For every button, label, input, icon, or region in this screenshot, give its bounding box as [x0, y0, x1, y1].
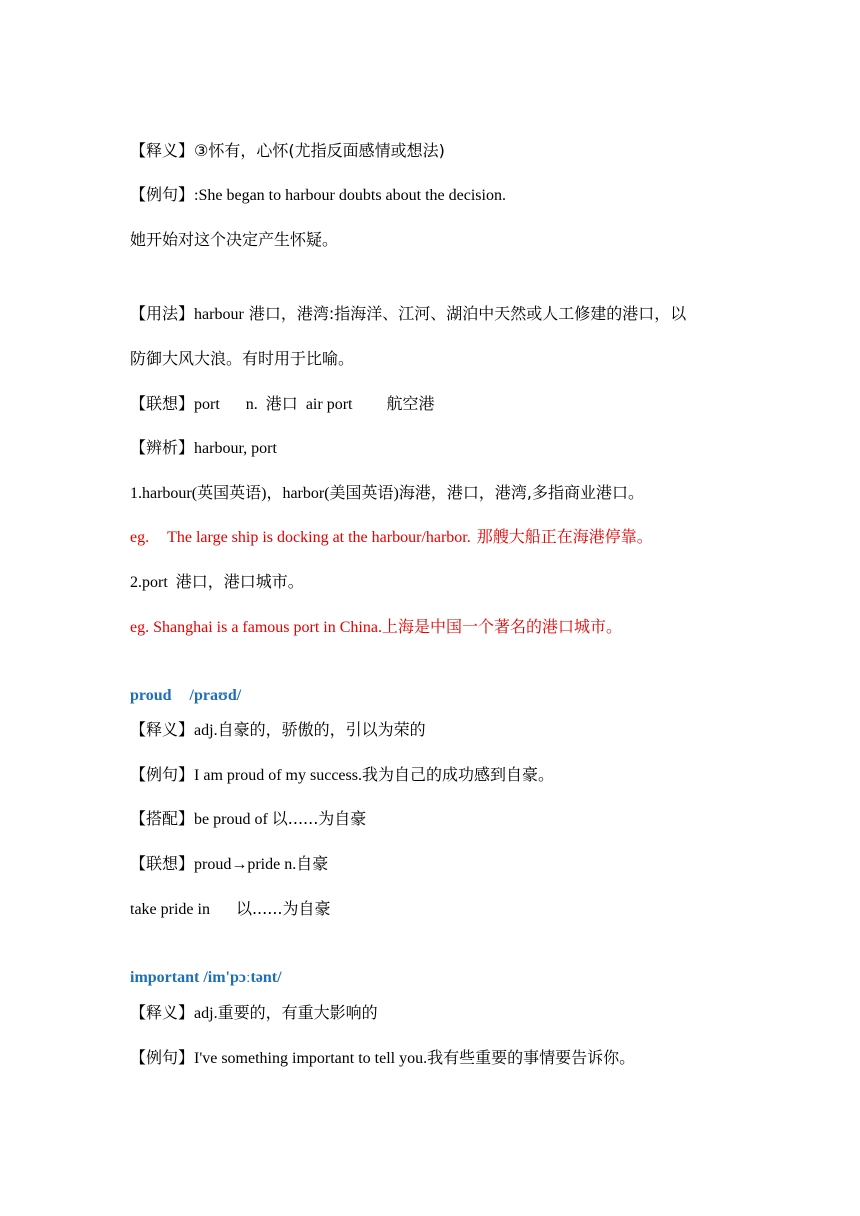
item2-word: 2.port — [130, 574, 168, 591]
definition-line — [130, 140, 760, 162]
example-text: I've something important to tell you. — [194, 1050, 428, 1067]
headword-proud — [130, 684, 760, 707]
important-example-line — [130, 1047, 760, 1070]
eg-marker: eg. — [130, 529, 150, 546]
example-line — [130, 184, 760, 207]
definition-text: 重要的，有重大影响的 — [217, 1003, 378, 1022]
pos: adj. — [194, 722, 218, 739]
association-meaning: 自豪 — [296, 854, 329, 873]
pos: adj. — [194, 1005, 218, 1022]
red-example-1 — [130, 526, 760, 549]
proud-example-line — [130, 764, 760, 787]
item2-meaning: 港口，港口城市。 — [175, 572, 304, 591]
definition-text: ③怀有，心怀(尤指反面感情或想法) — [194, 141, 445, 160]
association-meaning: 港口 — [265, 394, 298, 413]
association-words: proud→pride n. — [194, 856, 297, 873]
usage-text: 港口，港湾:指海洋、江河、湖泊中天然或人工修建的港口，以 — [243, 304, 687, 323]
label-usage: 【用法】 — [130, 304, 195, 323]
item1-part-3: ) — [393, 485, 399, 502]
label-example: 【例句】 — [130, 765, 195, 784]
item1-part-zh: 英国英语 — [197, 483, 262, 502]
phrase-meaning: 以......为自豪 — [235, 899, 331, 918]
headword-important: important /im'pɔːtənt/ — [130, 969, 282, 986]
example-text: I am proud of my success. — [194, 767, 362, 784]
label-collocation: 【搭配】 — [130, 809, 195, 828]
distinction-words: harbour, port — [194, 440, 277, 457]
label-definition: 【释义】 — [130, 141, 195, 160]
label-distinction: 【辨析】 — [130, 438, 195, 457]
label-definition: 【释义】 — [130, 1003, 195, 1022]
usage-word: harbour — [194, 306, 244, 323]
label-association: 【联想】 — [130, 394, 195, 413]
label-definition: 【释义】 — [130, 720, 195, 739]
example-text: :She began to harbour doubts about the decision. — [194, 187, 506, 204]
label-example: 【例句】 — [130, 185, 195, 204]
association-pos: n. — [245, 396, 258, 413]
collocation-phrase: be proud of — [194, 811, 272, 828]
red-example-2 — [130, 616, 760, 639]
association-meaning-2: 航空港 — [386, 394, 435, 413]
example-translation: 我为自己的成功感到自豪。 — [361, 765, 554, 784]
proud-phrase-line — [130, 898, 760, 921]
item1-part: 1.harbour( — [130, 485, 198, 502]
item1-meaning: 海港，港口，港湾,多指商业港口。 — [398, 483, 644, 502]
usage-line — [130, 303, 760, 326]
distinction-line — [130, 437, 760, 460]
association-word: port — [194, 396, 220, 413]
definition-text: 自豪的，骄傲的，引以为荣的 — [217, 720, 426, 739]
label-example: 【例句】 — [130, 1048, 195, 1067]
eg-translation: 那艘大船正在海港停靠。 — [476, 527, 653, 546]
distinction-item-1 — [130, 482, 760, 505]
example-translation: 我有些重要的事情要告诉你。 — [427, 1048, 636, 1067]
phrase: take pride in — [130, 901, 210, 918]
item1-part-zh-2: 美国英语 — [329, 483, 394, 502]
collocation-meaning: 以......为自豪 — [271, 809, 367, 828]
eg2-sentence: eg. Shanghai is a famous port in China. — [130, 619, 382, 636]
proud-collocation-line — [130, 808, 760, 831]
association-word-2: air port — [305, 396, 353, 413]
eg2-translation: 上海是中国一个著名的港口城市。 — [381, 617, 622, 636]
distinction-item-2 — [130, 571, 760, 594]
label-association: 【联想】 — [130, 854, 195, 873]
eg-sentence: The large ship is docking at the harbour/harbor. — [167, 529, 471, 546]
headword: proud — [130, 687, 172, 704]
phonetic: /praʊd/ — [189, 687, 242, 704]
item1-part-2: )，harbor( — [261, 485, 330, 502]
association-line — [130, 393, 760, 416]
proud-association-line — [130, 853, 760, 876]
translation-line: 她开始对这个决定产生怀疑。 — [130, 230, 339, 249]
usage-continued-line: 防御大风大浪。有时用于比喻。 — [130, 349, 355, 368]
proud-definition-line — [130, 719, 760, 742]
important-definition-line — [130, 1002, 760, 1025]
